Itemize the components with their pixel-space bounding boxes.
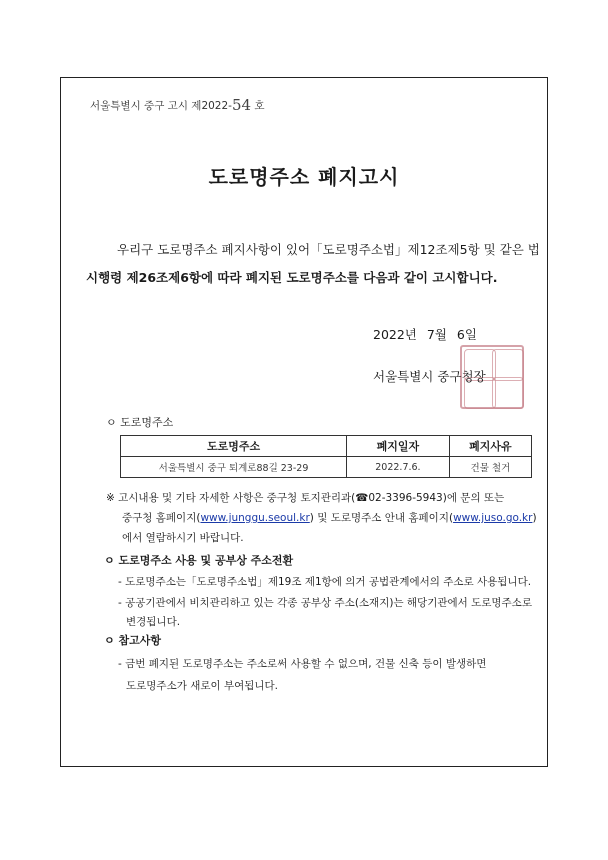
document-title: 도로명주소 폐지고시 <box>208 165 400 189</box>
section-heading-usage: ㅇ 도로명주소 사용 및 공부상 주소전환 <box>104 554 294 567</box>
cell-abolish-reason: 건물 철거 <box>449 457 531 478</box>
date-month: 7월 <box>426 327 447 342</box>
issue-date <box>373 325 483 343</box>
section-heading-reference: ㅇ 참고사항 <box>104 634 161 647</box>
date-year: 2022년 <box>373 327 417 342</box>
date-day: 6일 <box>456 327 477 342</box>
notice-prefix: 서울특별시 중구 고시 제2022- <box>90 100 232 112</box>
notice-suffix: 호 <box>254 100 265 112</box>
reference-item-1: - 금번 폐지된 도로명주소는 주소로써 사용할 수 없으며, 건물 신축 등이 발생하면 <box>118 658 487 670</box>
header-abolish-reason: 폐지사유 <box>449 436 531 457</box>
cell-road-address: 서울특별시 중구 퇴계로88길 23-29 <box>121 457 347 478</box>
usage-item-1: - 도로명주소는「도로명주소법」제19조 제1항에 의거 공법관계에서의 주소로 사용됩니다. <box>118 576 532 588</box>
note-text: ) 및 도로명주소 안내 홈페이지( <box>309 512 454 524</box>
notice-number-handwritten: 54 <box>231 96 252 114</box>
body-line-2: 시행령 제26조제6항에 따라 폐지된 도로명주소를 다음과 같이 고시합니다. <box>86 270 498 285</box>
usage-item-2: - 공공기관에서 비치관리하고 있는 각종 공부상 주소(소재지)는 해당기관에서 도로명주소로 <box>118 597 532 609</box>
section-label-road-address: ㅇ 도로명주소 <box>106 416 174 429</box>
junggu-homepage-link[interactable]: www.junggu.seoul.kr <box>200 512 310 524</box>
header-road-address: 도로명주소 <box>121 436 347 457</box>
header-abolish-date: 폐지일자 <box>347 436 450 457</box>
note-line-1: ※ 고시내용 및 기타 자세한 사항은 중구청 토지관리과(☎02-3396-5943)에 문의 또는 <box>106 492 505 504</box>
note-text: ) <box>532 512 537 524</box>
note-text: 중구청 홈페이지( <box>122 512 201 524</box>
table-header-row <box>121 436 532 457</box>
usage-item-2-cont: 변경됩니다. <box>126 616 181 628</box>
juso-homepage-link[interactable]: www.juso.go.kr <box>453 512 533 524</box>
reference-item-1-cont: 도로명주소가 새로이 부여됩니다. <box>126 680 279 692</box>
notice-number-line <box>90 96 265 114</box>
table-row <box>121 457 532 478</box>
cell-abolish-date: 2022.7.6. <box>347 457 450 478</box>
body-line-1: 우리구 도로명주소 폐지사항이 있어「도로명주소법」제12조제5항 및 같은 법 <box>117 242 540 257</box>
abolished-address-table <box>120 435 532 478</box>
note-line-3: 에서 열람하시기 바랍니다. <box>122 532 244 544</box>
issuer-name: 서울특별시 중구청장 <box>373 369 486 384</box>
note-line-2 <box>122 510 537 525</box>
